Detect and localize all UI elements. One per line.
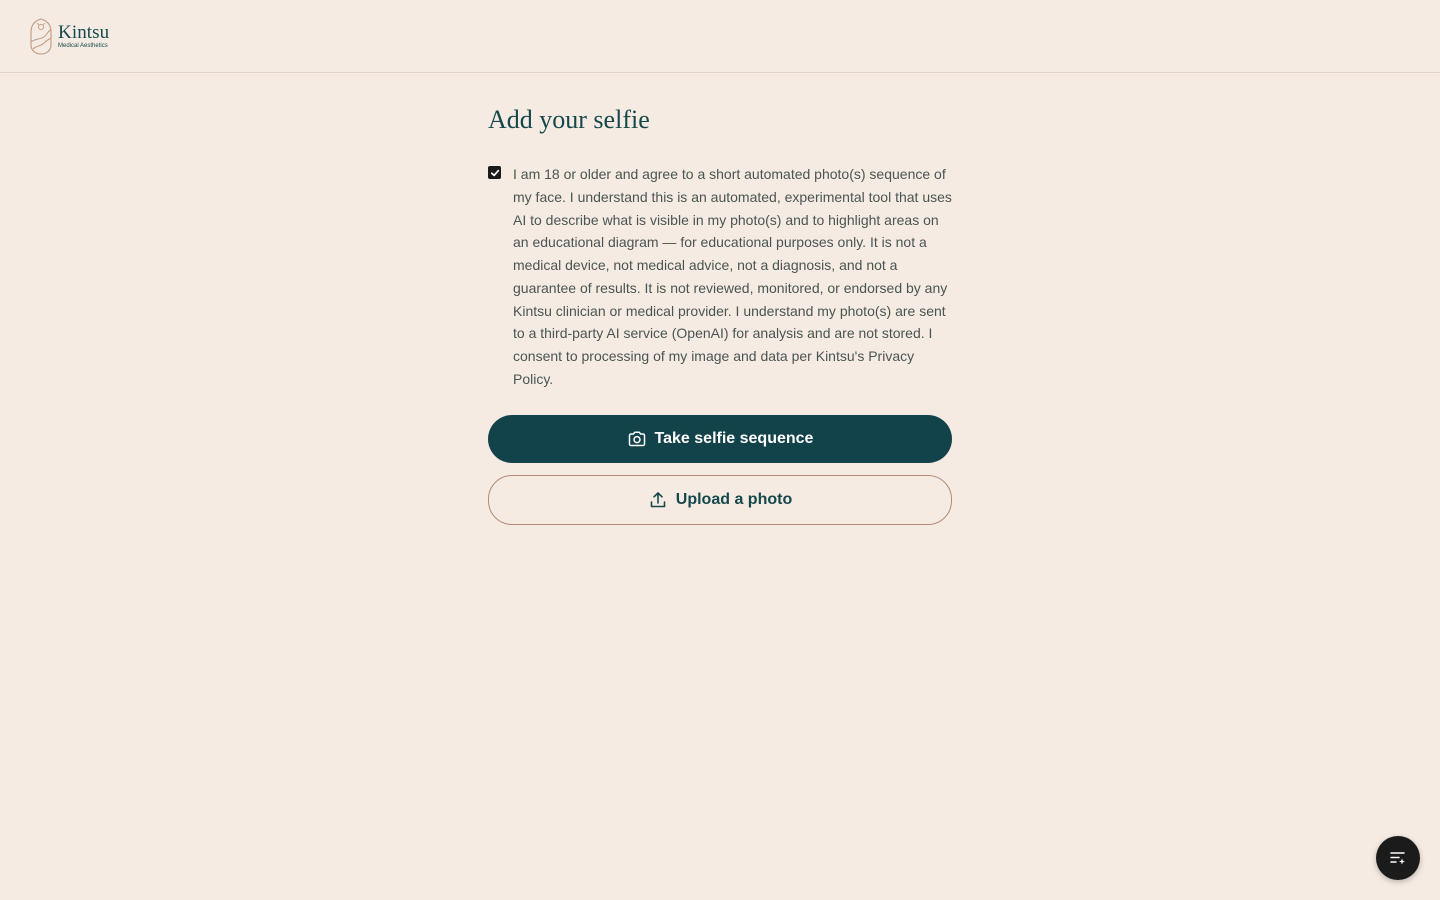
upload-photo-label: Upload a photo <box>675 490 793 508</box>
checkmark-icon <box>490 168 500 178</box>
list-sparkle-icon <box>1389 849 1407 867</box>
consent-checkbox[interactable] <box>488 166 501 179</box>
take-selfie-button[interactable] <box>488 415 952 463</box>
consent-block <box>488 163 952 391</box>
camera-icon <box>627 429 647 449</box>
brand-logo[interactable] <box>28 17 109 55</box>
upload-photo-button[interactable] <box>488 475 952 525</box>
upload-icon <box>648 490 668 510</box>
brand-subtitle: Medical Aesthetics <box>58 42 108 49</box>
take-selfie-label: Take selfie sequence <box>654 429 814 447</box>
brand-name: Kintsu <box>58 21 110 43</box>
kintsu-logo-mark-icon <box>28 18 54 55</box>
page-title: Add your selfie <box>488 105 650 134</box>
selfie-panel <box>488 104 952 525</box>
consent-text: I am 18 or older and agree to a short automated photo(s) sequence of my face. I understand this is an automated, experimental tool that uses AI to describe what is visible in my photo(s) and to highlight areas on an educational diagram — for educational purposes only. It is not a medical device, not medical advice, not a diagnosis, and not a guarantee of results. It is not reviewed, monitored, or endorsed by any Kintsu clinician or medical provider. I understand my photo(s) are sent to a third-party AI service (OpenAI) for analysis and are not stored. I consent to processing of my image and data per Kintsu's Privacy Policy. <box>513 166 952 387</box>
top-bar <box>0 0 1440 73</box>
floating-action-button[interactable] <box>1376 836 1420 880</box>
brand-wordmark <box>58 23 109 50</box>
